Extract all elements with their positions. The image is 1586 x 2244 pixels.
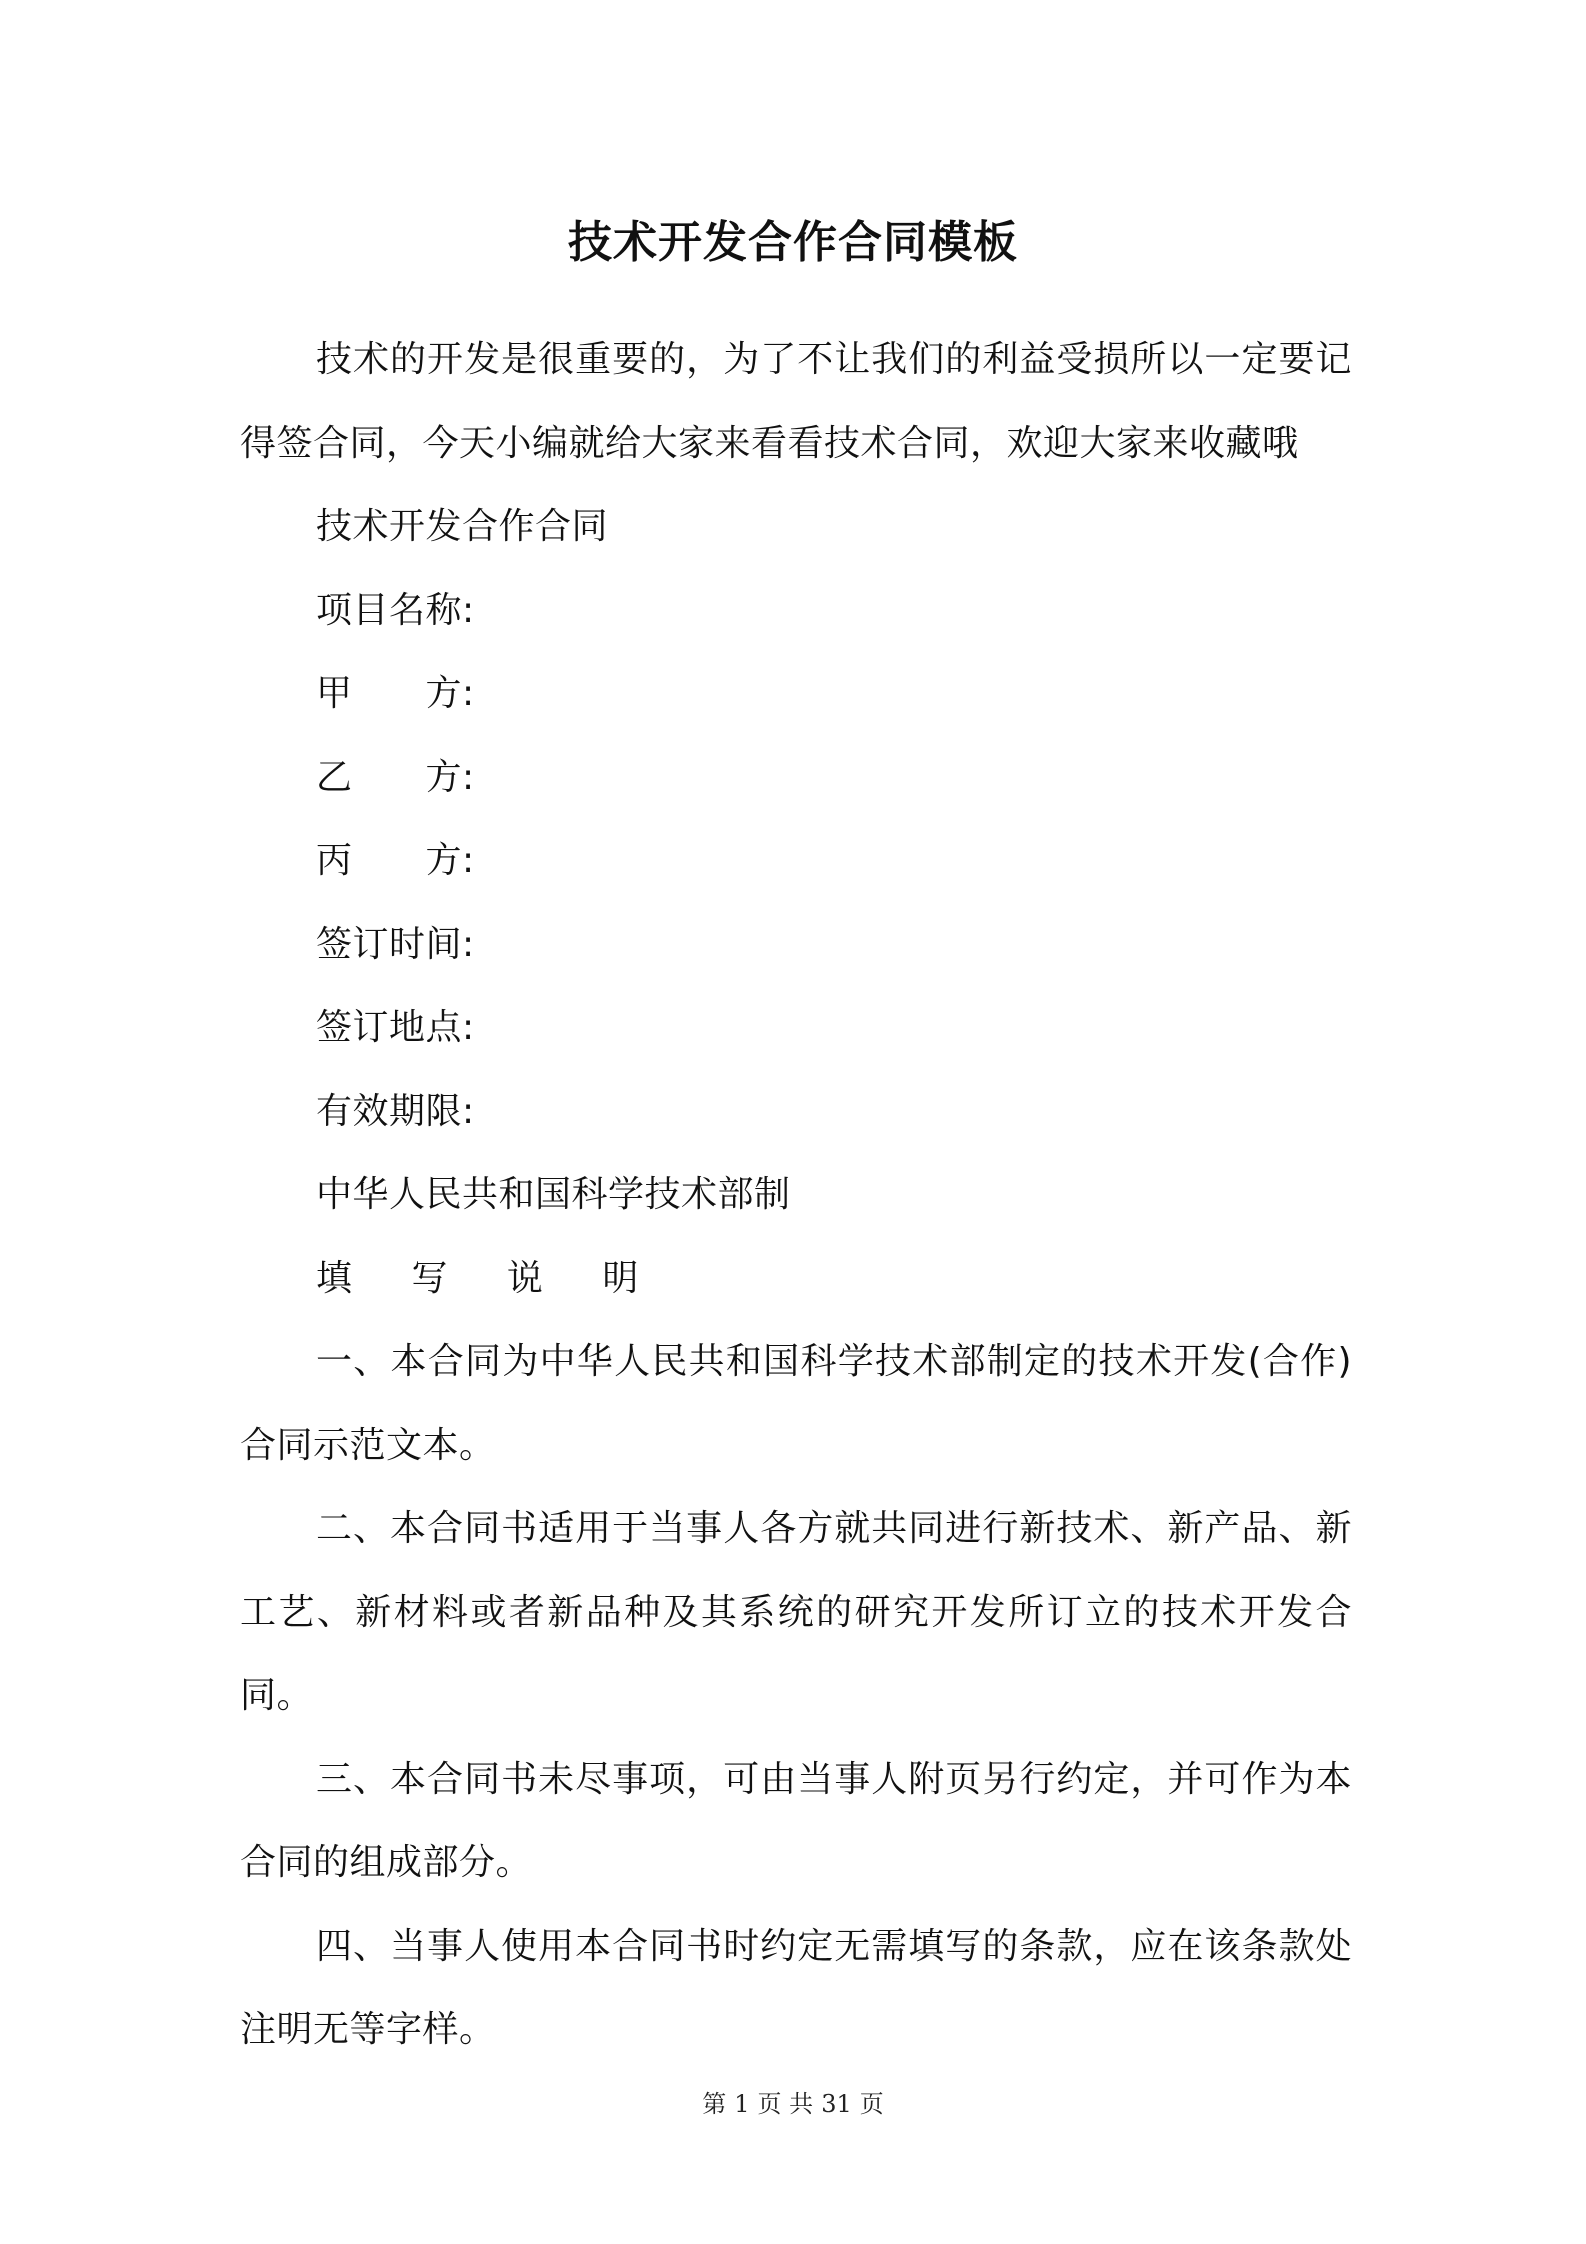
field-validity: 有效期限: xyxy=(316,1090,475,1132)
field-party-c: 丙 方: xyxy=(316,840,475,881)
field-project-name: 项目名称: xyxy=(316,589,475,631)
instruction-item: 一、本合同为中华人民共和国科学技术部制定的技术开发(合作)合同示范文本。 xyxy=(240,1341,1352,1466)
footer-current-page: 1 xyxy=(734,2090,750,2118)
field-sign-time: 签订时间: xyxy=(316,923,475,965)
field-sign-place: 签订地点: xyxy=(316,1007,475,1048)
page-footer xyxy=(0,2087,1586,2121)
issuer-line: 中华人民共和国科学技术部制 xyxy=(316,1174,791,1215)
footer-prefix: 第 xyxy=(702,2090,727,2118)
intro-paragraph: 技术的开发是很重要的，为了不让我们的利益受损所以一定要记得签合同，今天小编就给大家来看看技术合同，欢迎大家来收藏哦 xyxy=(240,339,1352,464)
footer-mid: 页 共 xyxy=(757,2090,814,2118)
contract-name: 技术开发合作合同 xyxy=(316,506,609,547)
footer-suffix: 页 xyxy=(859,2090,884,2118)
document-body xyxy=(240,318,1352,2072)
instructions-heading: 填 写 说 明 xyxy=(316,1257,663,1299)
instruction-item: 四、当事人使用本合同书时约定无需填写的条款，应在该条款处注明无等字样。 xyxy=(240,1925,1352,2050)
instruction-item: 三、本合同书未尽事项，可由当事人附页另行约定，并可作为本合同的组成部分。 xyxy=(240,1758,1352,1883)
document-title: 技术开发合作合同模板 xyxy=(568,217,1018,268)
field-party-a: 甲 方: xyxy=(316,673,475,714)
footer-total-pages: 31 xyxy=(821,2090,852,2118)
instruction-item: 二、本合同书适用于当事人各方就共同进行新技术、新产品、新工艺、新材料或者新品种及其系统的研究开发所订立的技术开发合同。 xyxy=(240,1508,1352,1716)
field-party-b: 乙 方: xyxy=(316,756,475,798)
